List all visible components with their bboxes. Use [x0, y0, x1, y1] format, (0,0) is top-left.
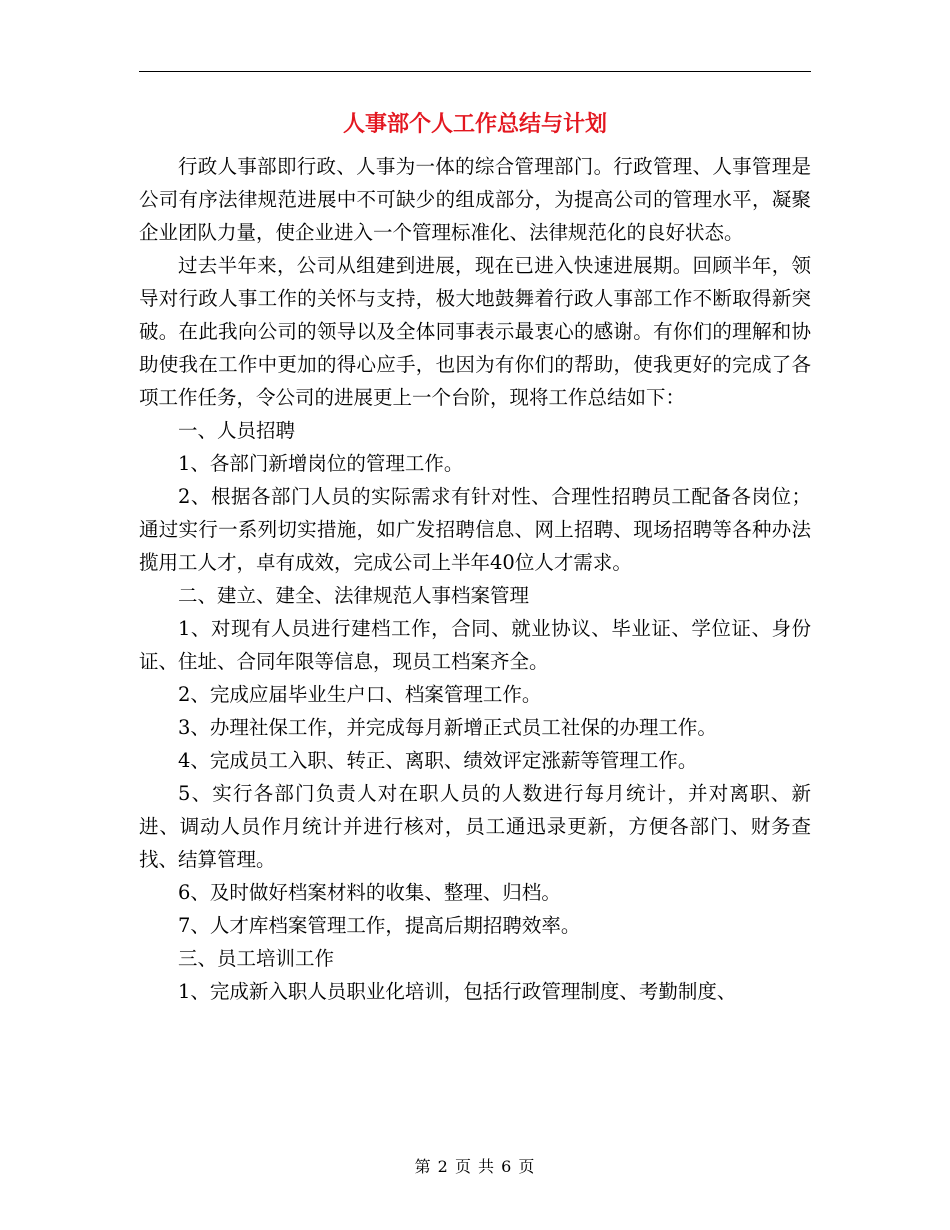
list-item: 7、人才库档案管理工作，提高后期招聘效率。 — [178, 914, 581, 937]
list-item: 3、办理社保工作，并完成每月新增正式员工社保的办理工作。 — [178, 716, 717, 739]
page-number: 第 2 页 共 6 页 — [414, 1157, 536, 1176]
list-item: 2、完成应届毕业生户口、档案管理工作。 — [178, 683, 542, 706]
paragraph-intro: 行政人事部即行政、人事为一体的综合管理部门。行政管理、人事管理是公司有序法律规范进展中不可缺少的组成部分，为提高公司的管理水平，凝聚企业团队力量，使企业进入一个管理标准化、法律规范化的良好状态。 — [139, 155, 811, 244]
header-rule — [139, 71, 811, 72]
document-body — [139, 150, 811, 1008]
paragraph-review: 过去半年来，公司从组建到进展，现在已进入快速进展期。回顾半年，领导对行政人事工作的关怀与支持，极大地鼓舞着行政人事部工作不断取得新突破。在此我向公司的领导以及全体同事表示最衷心的感谢。有你们的理解和协助使我在工作中更加的得心应手，也因为有你们的帮助，使我更好的完成了各项工作任务，令公司的进展更上一个台阶，现将工作总结如下： — [139, 254, 811, 409]
list-item: 5、实行各部门负责人对在职人员的人数进行每月统计，并对离职、新进、调动人员作月统计并进行核对，员工通迅录更新，方便各部门、财务查找、结算管理。 — [139, 782, 811, 871]
list-item: 2、根据各部门人员的实际需求有针对性、合理性招聘员工配备各岗位；通过实行一系列切实措施，如广发招聘信息、网上招聘、现场招聘等各种办法揽用工人才，卓有成效，完成公司上半年40位人才需求。 — [139, 485, 811, 574]
section-heading-training: 三、员工培训工作 — [178, 947, 335, 970]
list-item: 6、及时做好档案材料的收集、整理、归档。 — [178, 881, 561, 904]
list-item: 1、对现有人员进行建档工作，合同、就业协议、毕业证、学位证、身份证、住址、合同年限等信息，现员工档案齐全。 — [139, 617, 811, 673]
section-heading-recruitment: 一、人员招聘 — [178, 419, 296, 442]
list-item: 1、各部门新增岗位的管理工作。 — [178, 452, 464, 475]
document-title: 人事部个人工作总结与计划 — [342, 111, 607, 137]
section-heading-archives: 二、建立、建全、法律规范人事档案管理 — [178, 584, 530, 607]
list-item: 4、完成员工入职、转正、离职、绩效评定涨薪等管理工作。 — [178, 749, 698, 772]
list-item: 1、完成新入职人员职业化培训，包括行政管理制度、考勤制度、 — [178, 980, 737, 1003]
